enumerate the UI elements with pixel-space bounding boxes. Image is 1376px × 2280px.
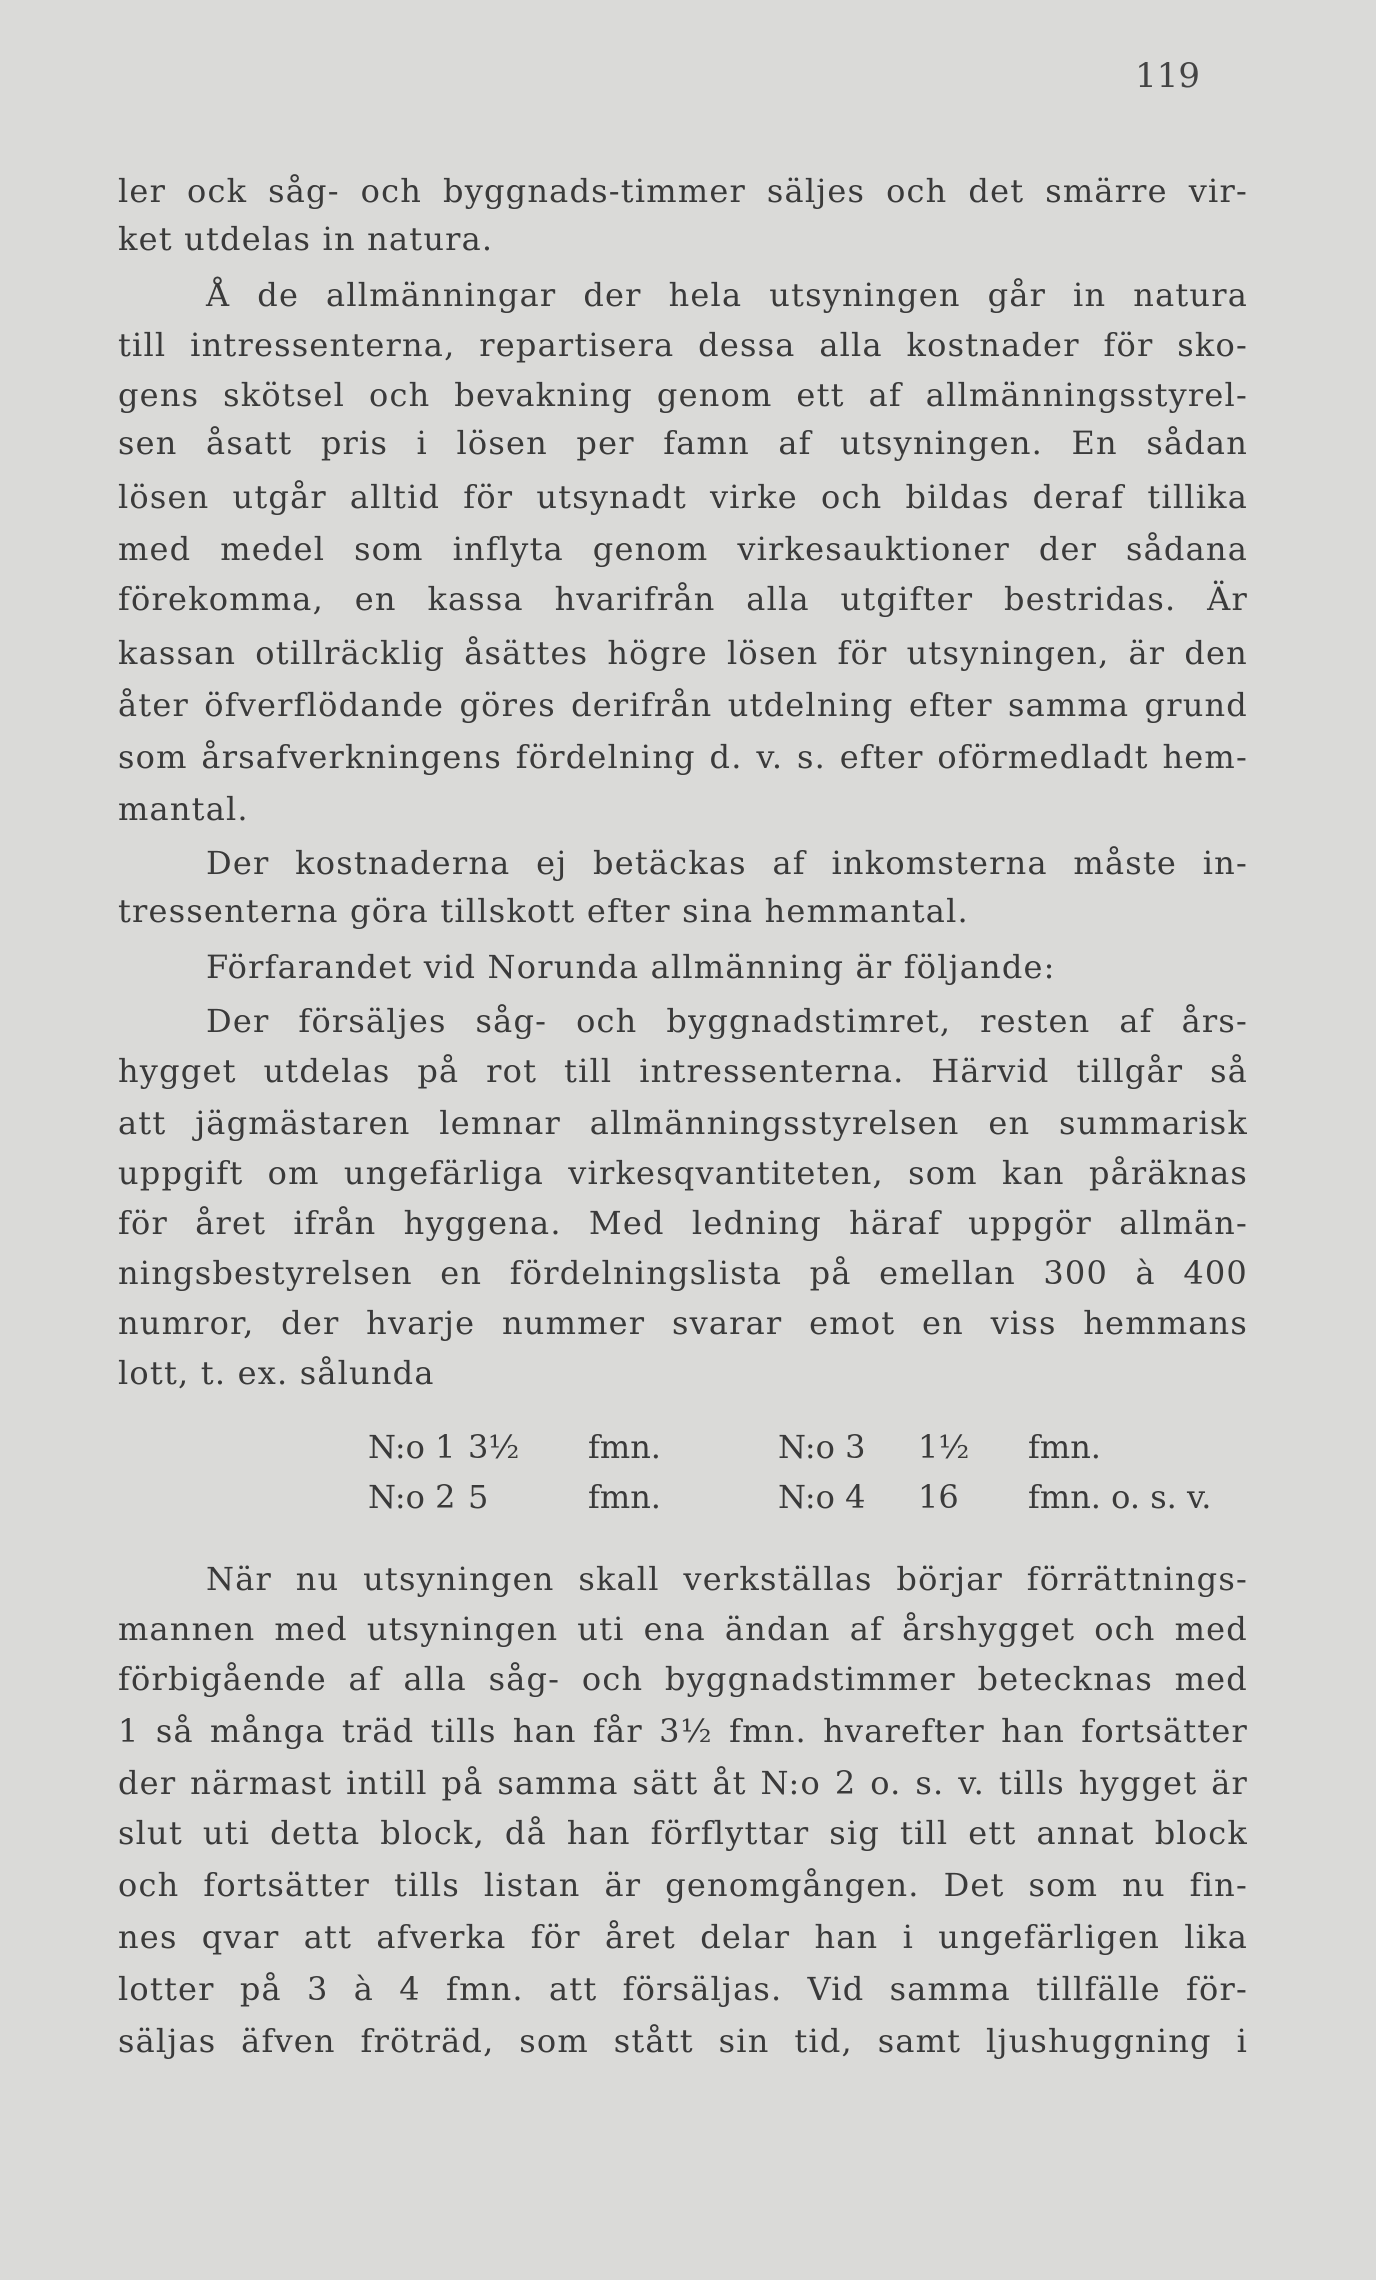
text-line: kassan otillräcklig åsättes högre lösen för utsyningen, är den [118,634,1248,672]
text-line: lösen utgår alltid för utsynadt virke och bildas deraf tillika [118,478,1248,516]
allotment-amount: 1½ [918,1428,970,1466]
allotment-unit: fmn. [588,1428,661,1466]
text-line: som årsafverkningens fördelning d. v. s. efter oförmedladt hem- [118,738,1248,776]
text-line: uppgift om ungefärliga virkesqvantiteten, som kan påräknas [118,1154,1248,1192]
text-line: ket utdelas in natura. [118,220,494,258]
text-line: slut uti detta block, då han förflyttar sig till ett annat block [118,1814,1248,1852]
text-line: Förfarandet vid Norunda allmänning är följande: [206,948,1056,986]
allotment-amount: 3½ [468,1428,520,1466]
allotment-number: N:o 1 [368,1428,456,1466]
text-line: ningsbestyrelsen en fördelningslista på emellan 300 à 400 [118,1254,1248,1292]
allotment-unit: fmn. [588,1478,661,1516]
allotment-number: N:o 2 [368,1478,456,1516]
allotment-amount: 16 [918,1478,959,1516]
text-line: tressenterna göra tillskott efter sina hemmantal. [118,892,969,930]
allotment-amount: 5 [468,1478,489,1516]
allotment-unit: fmn. o. s. v. [1028,1478,1212,1516]
text-line: Å de allmänningar der hela utsyningen går in natura [206,276,1248,314]
text-line: sen åsatt pris i lösen per famn af utsyningen. En sådan [118,424,1248,462]
text-line: förbigående af alla såg- och byggnadstimmer betecknas med [118,1660,1248,1698]
text-line: der närmast intill på samma sätt åt N:o 2 o. s. v. tills hygget är [118,1764,1248,1802]
text-line: lotter på 3 à 4 fmn. att försäljas. Vid samma tillfälle för- [118,1970,1248,2008]
text-line: Der försäljes såg- och byggnadstimret, resten af års- [206,1002,1248,1040]
text-line: numror, der hvarje nummer svarar emot en viss hemmans [118,1304,1248,1342]
text-line: säljas äfven fröträd, som stått sin tid, samt ljushuggning i [118,2022,1248,2060]
text-line: hygget utdelas på rot till intressenterna. Härvid tillgår så [118,1052,1248,1090]
text-line: nes qvar att afverka för året delar han i ungefärligen lika [118,1918,1248,1956]
page-number: 119 [1135,56,1200,96]
text-line: åter öfverflödande göres derifrån utdelning efter samma grund [118,686,1248,724]
text-line: gens skötsel och bevakning genom ett af allmänningsstyrel- [118,376,1248,414]
text-line: ler ock såg- och byggnads-timmer säljes och det smärre vir- [118,172,1248,210]
text-line: till intressenterna, repartisera dessa alla kostnader för sko- [118,326,1248,364]
text-line: mannen med utsyningen uti ena ändan af årshygget och med [118,1610,1248,1648]
text-line: När nu utsyningen skall verkställas börjar förrättnings- [206,1560,1248,1598]
text-line: för året ifrån hyggena. Med ledning häraf uppgör allmän- [118,1204,1248,1242]
text-line: lott, t. ex. sålunda [118,1354,435,1392]
text-line: och fortsätter tills listan är genomgången. Det som nu fin- [118,1866,1248,1904]
text-line: med medel som inflyta genom virkesauktioner der sådana [118,530,1248,568]
allotment-number: N:o 4 [778,1478,866,1516]
allotment-unit: fmn. [1028,1428,1101,1466]
text-line: mantal. [118,790,249,828]
text-line: att jägmästaren lemnar allmänningsstyrelsen en summarisk [118,1104,1248,1142]
text-line: Der kostnaderna ej betäckas af inkomsterna måste in- [206,844,1248,882]
text-line: 1 så många träd tills han får 3½ fmn. hvarefter han fortsätter [118,1712,1248,1750]
allotment-number: N:o 3 [778,1428,866,1466]
text-line: förekomma, en kassa hvarifrån alla utgifter bestridas. Är [118,580,1248,618]
